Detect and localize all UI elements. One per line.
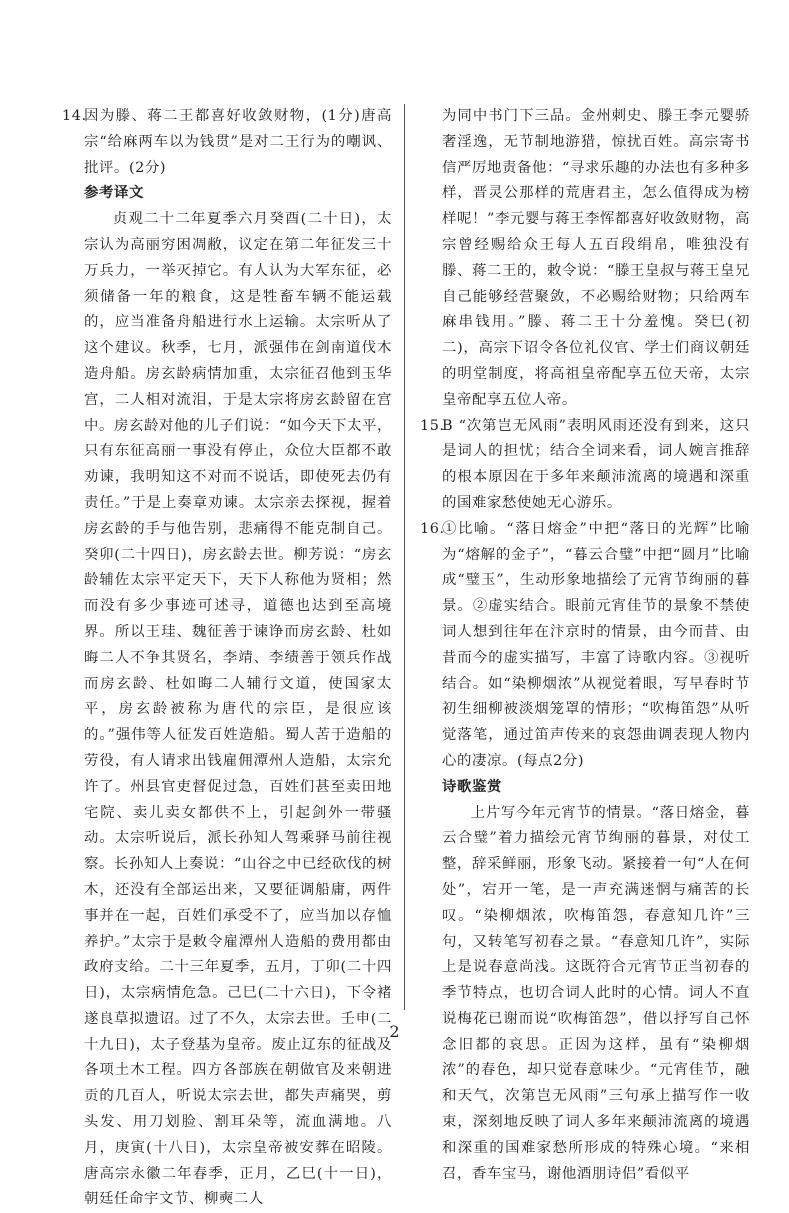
- translation-paragraph: 贞观二十二年夏季六月癸酉(二十日)，太宗认为高丽穷困凋敝，议定在第二年征发三十万兵力，一举灭掉它。有人认为大军东征，必须储备一年的粮食，这是牲畜车辆不能运载的，应当准备舟船进行水上运输。太宗听从了这个建议。秋季，七月，派强伟在剑南道伐木造舟船。房玄龄病情加重，太宗征召他到玉华宫，二人相对流泪，于是太宗将房玄龄留在宫中。房玄龄对他的儿子们说：“如今天下太平，只有东征高丽一事没有停止，众位大臣都不敢劝谏，我明知这不对而不说话，即使死去仍有责任。”于是上奏章劝谏。太宗亲去探视，握着房玄龄的手与他告别，悲痛得不能克制自己。癸卯(二十四日)，房玄龄去世。柳芳说：“房玄龄辅佐太宗平定天下，天下人称他为贤相；然而没有多少事迹可述寻，道德也达到至高境界。所以王珪、魏征善于谏诤而房玄龄、杜如晦二人不争其贤名，李靖、李绩善于领兵作战而房玄龄、杜如晦二人辅行文道，使国家太平，房玄龄被称为唐代的宗臣，是很应该的。”强伟等人征发百姓造船。蜀人苦于造船的劳役，有人请求出钱雇佣潭州人造船，太宗允许了。州县官吏督促过急，百姓们甚至卖田地宅院、卖儿卖女都供不上，引起剑外一带骚动。太宗听说后，派长孙知人驾乘驿马前往视察。长孙知人上奏说：“山谷之中已经砍伐的树木，还没有全部运出来，又要征调船庸，两件事并在一起，百姓们承受不了，应当加以存恤养护。”太宗于是敕令雇潭州人造船的费用都由政府支给。二十三年夏季，五月，丁卯(二十四日)，太宗病情危急。己巳(二十六日)，下令褚遂良草拟遗诏。过了不久，太宗去世。壬申(二十九日)，太子登基为皇帝。废止辽东的征战及各项土木工程。四方各部族在朝做官及来朝进贡的几百人，听说太宗去世，都失声痛哭，剪头发、用刀划脸、割耳朵等，流血满地。八月，庚寅(十八日)，太宗皇帝被安葬在昭陵。唐高宗永徽二年春季，正月，乙巳(十一日)，朝廷任命宇文节、柳奭二人: [84, 211, 392, 1208]
- question-number: 14.: [62, 108, 87, 124]
- section-heading: 参考译文: [84, 185, 144, 202]
- answer-15: [420, 414, 750, 517]
- page-number: 2: [389, 1022, 400, 1041]
- left-column: [62, 104, 392, 1213]
- answer-16: [420, 517, 750, 775]
- question-number: 15.: [420, 417, 445, 434]
- translation-continued: 为同中书门下三品。金州刺史、滕王李元婴骄奢淫逸，无节制地游猎，惊扰百姓。高宗寄书信严厉地责备他：“寻求乐趣的办法也有多种多样，晋灵公那样的荒唐君主，怎么值得成为榜样呢！”李元婴与蒋王李恽都喜好收敛财物，高宗曾经赐给众王每人五百段绢帛，唯独没有滕、蒋二王的，敕令说：“滕王皇叔与蒋王皇兄自己能够经营聚敛，不必赐给财物；只给两车麻串钱用。”滕、蒋二王十分羞愧。癸巳(初二)，高宗下诏令各位礼仪官、学士们商议朝廷的明堂制度，将高祖皇帝配享五位天帝，太宗皇帝配享五位人帝。: [442, 108, 750, 408]
- answer-14: [62, 104, 392, 181]
- answer-text: B “次第岂无风雨”表明风雨还没有到来，这只是词人的担忧；结合全词来看，词人婉言推辞的根本原因在于多年来颠沛流离的境遇和深重的国难家愁使她无心游乐。: [442, 417, 750, 511]
- section-heading: 诗歌鉴赏: [442, 778, 502, 795]
- column-divider: [404, 104, 405, 1010]
- appreciation-paragraph: 上片写今年元宵节的情景。“落日熔金，暮云合璧”着力描绘元宵节绚丽的暮景，对仗工整，辞采鲜丽，形象飞动。紧接着一句“人在何处”，宕开一笔，是一声充满迷惘与痛苦的长叹。“染柳烟浓，吹梅笛怨，春意知几许”三句，又转笔写初春之景。“春意知几许”，实际上是说春意尚浅。这既符合元宵节正当初春的季节特点，也切合词人此时的心情。词人不直说梅花已谢而说“吹梅笛怨”，借以抒写自己怀念旧都的哀思。正因为这样，虽有“染柳烟浓”的春色，却只觉春意味少。“元宵佳节，融和天气，次第岂无风雨”三句承上描写作一收束，深刻地反映了词人多年来颠沛流离的境遇和深重的国难家愁所形成的特殊心境。“来相召，香车宝马，谢他酒朋诗侣”看似平: [442, 804, 750, 1182]
- question-number: 16.: [420, 520, 445, 537]
- answer-text: ①比喻。“落日熔金”中把“落日的光辉”比喻为“熔解的金子”，“暮云合璧”中把“圆月”比喻成“璧玉”，生动形象地描绘了元宵节绚丽的暮景。②虚实结合。眼前元宵佳节的景象不禁使词人想到往年在汴京时的情景，由今而昔、由昔而今的虚实描写，丰富了诗歌内容。③视听结合。如“染柳烟浓”从视觉着眼，写早春时节初生细柳被淡烟笼罩的情形；“吹梅笛怨”从听觉落笔，通过笛声传来的哀怨曲调表现人物内心的凄凉。(每点2分): [442, 520, 750, 769]
- answer-text: 因为滕、蒋二王都喜好收敛财物，(1分)唐高宗“给麻两车以为钱贯”是对二王行为的嘲讽、批评。(2分): [84, 108, 392, 176]
